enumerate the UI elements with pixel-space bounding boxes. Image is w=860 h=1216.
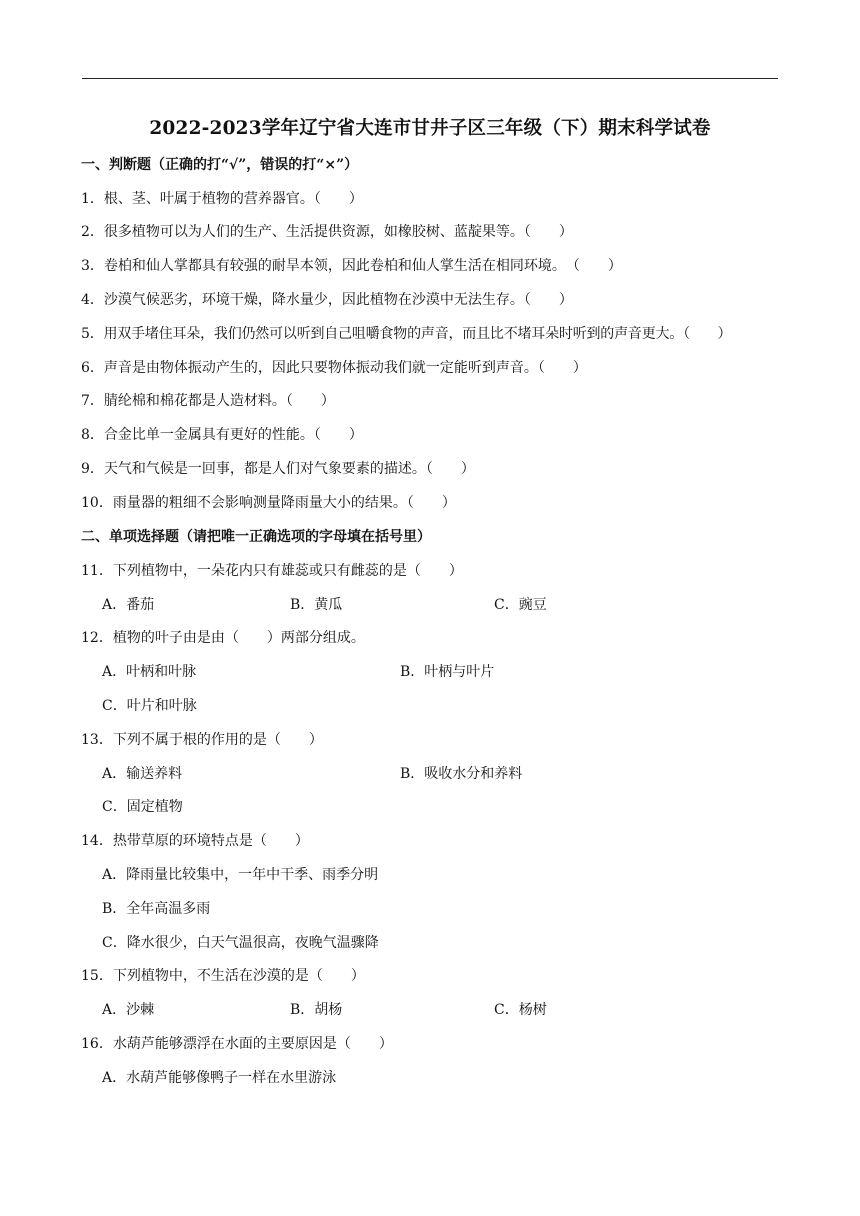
question-10: 10．雨量器的粗细不会影响测量降雨量大小的结果。（ ） [81,495,456,511]
page-title: 2022-2023学年辽宁省大连市甘井子区三年级（下）期末科学试卷 [149,118,711,139]
option-15-b: B．胡杨 [290,1002,343,1018]
question-13: 13．下列不属于根的作用的是（ ） [81,732,323,748]
option-15-c: C．杨树 [494,1002,547,1018]
question-7: 7．腈纶棉和棉花都是人造材料。（ ） [81,393,335,409]
option-13-a: A．输送养料 [102,766,183,782]
option-12-c: C．叶片和叶脉 [102,698,197,714]
option-13-c: C．固定植物 [102,799,183,815]
option-11-a: A．番茄 [102,597,155,613]
question-3: 3．卷柏和仙人掌都具有较强的耐旱本领，因此卷柏和仙人掌生活在相同环境。 （ ） [81,258,622,274]
option-16-a: A．水葫芦能够像鸭子一样在水里游泳 [102,1070,337,1086]
question-14: 14．热带草原的环境特点是（ ） [81,833,309,849]
section-heading-judgment: 一、判断题（正确的打“√”，错误的打“×”） [81,157,359,173]
question-11: 11．下列植物中，一朵花内只有雄蕊或只有雌蕊的是（ ） [81,563,463,579]
option-15-a: A．沙棘 [102,1002,155,1018]
question-15: 15．下列植物中，不生活在沙漠的是（ ） [81,968,365,984]
question-6: 6．声音是由物体振动产生的，因此只要物体振动我们就一定能听到声音。（ ） [81,360,587,376]
option-13-b: B．吸收水分和养料 [400,766,523,782]
option-14-b: B．全年高温多雨 [102,901,211,917]
question-8: 8．合金比单一金属具有更好的性能。（ ） [81,427,363,443]
question-4: 4．沙漠气候恶劣，环境干燥，降水量少，因此植物在沙漠中无法生存。（ ） [81,292,573,308]
question-1: 1．根、茎、叶属于植物的营养器官。（ ） [81,191,363,207]
option-14-c: C．降水很少，白天气温很高，夜晚气温骤降 [102,935,379,951]
question-9: 9．天气和气候是一回事，都是人们对气象要素的描述。（ ） [81,461,475,477]
option-11-c: C．豌豆 [494,597,547,613]
option-12-b: B．叶柄与叶片 [400,664,495,680]
question-5: 5．用双手堵住耳朵，我们仍然可以听到自己咀嚼食物的声音，而且比不堵耳朵时听到的声音更大。（ ） [81,326,732,342]
header-rule [82,78,778,79]
option-14-a: A．降雨量比较集中，一年中干季、雨季分明 [102,867,379,883]
question-16: 16．水葫芦能够漂浮在水面的主要原因是（ ） [81,1036,393,1052]
question-2: 2．很多植物可以为人们的生产、生活提供资源，如橡胶树、蓝靛果等。（ ） [81,224,573,240]
section-heading-choice: 二、单项选择题（请把唯一正确选项的字母填在括号里） [81,529,431,545]
option-12-a: A．叶柄和叶脉 [102,664,197,680]
question-12: 12．植物的叶子由是由（ ）两部分组成。 [81,630,365,646]
option-11-b: B．黄瓜 [290,597,343,613]
